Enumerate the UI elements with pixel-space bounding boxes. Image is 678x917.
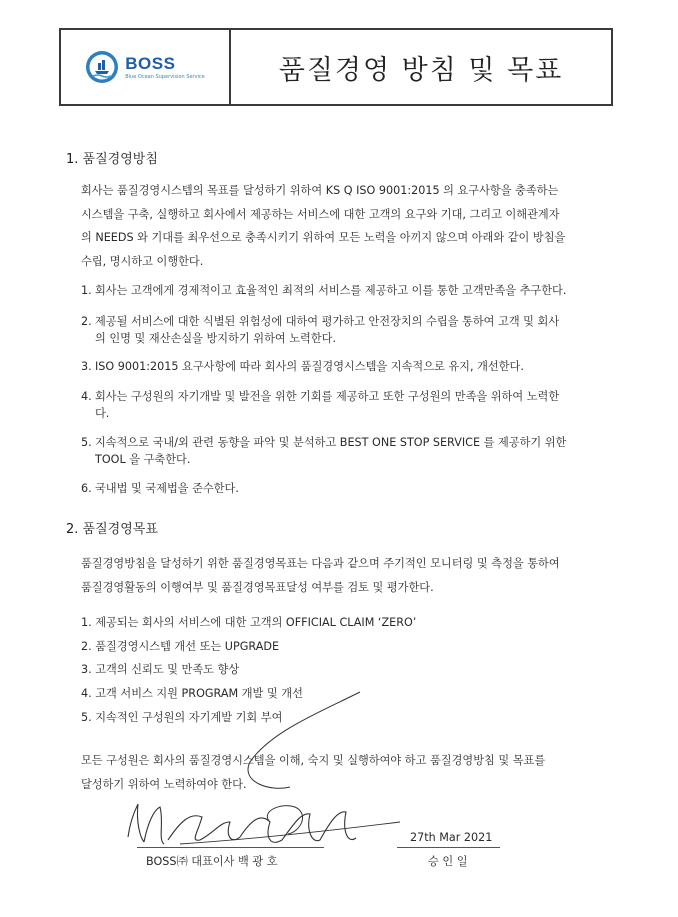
intro-line: 회사는 품질경영시스템의 목표를 달성하기 위하여 KS Q ISO 9001:2015 의 요구사항을 충족하는 <box>81 184 559 197</box>
policy-item-text: 제공될 서비스에 대한 식별된 위험성에 대하여 평가하고 안전장치의 수립을 통하여 고객 및 회사 <box>95 315 560 328</box>
closing-line: 달성하기 위하여 노력하여야 한다. <box>81 777 247 791</box>
section1-intro <box>81 179 611 273</box>
intro-line: 시스템을 구축, 실행하고 회사에서 제공하는 서비스에 대한 고객의 요구와 기대, 그리고 이해관계자 <box>81 207 560 221</box>
objective-item: 3. 고객의 신뢰도 및 만족도 향상 <box>81 663 240 676</box>
intro-line: 품질경영활동의 이행여부 및 품질경영목표달성 여부를 검토 및 평가한다. <box>81 580 434 594</box>
policy-item-text: 다. <box>95 407 110 420</box>
objective-item: 5. 지속적인 구성원의 자기계발 기회 부여 <box>81 711 283 724</box>
section1-heading: 1. 품질경영방침 <box>66 152 158 167</box>
policy-item-number: 1. <box>81 284 92 297</box>
policy-item-number: 5. <box>81 436 92 449</box>
policy-item <box>81 282 621 299</box>
ship-logo-icon <box>85 50 119 84</box>
approval-label: 승 인 일 <box>428 855 468 868</box>
policy-item <box>81 434 621 468</box>
policy-item-text: 지속적으로 국내/외 관련 동향을 파악 및 분석하고 BEST ONE STOP SERVICE 를 제공하기 위한 <box>95 436 567 449</box>
objective-item: 2. 품질경영시스템 개선 또는 UPGRADE <box>81 640 280 653</box>
document-title: 품질경영 방침 및 목표 <box>278 54 564 86</box>
intro-line: 수립, 명시하고 이행한다. <box>81 254 204 268</box>
policy-item <box>81 313 621 347</box>
approval-date: 27th Mar 2021 <box>410 831 493 844</box>
intro-line: 의 NEEDS 와 기대를 최우선으로 충족시키기 위하여 모든 노력을 아끼지 않으며 아래와 같이 방침을 <box>81 231 566 244</box>
policy-item-number: 3. <box>81 360 92 373</box>
policy-item-number: 6. <box>81 482 92 495</box>
section2-intro <box>81 552 611 599</box>
policy-item-text: ISO 9001:2015 요구사항에 따라 회사의 품질경영시스템을 지속적으로 유지, 개선한다. <box>95 360 524 373</box>
document-header <box>59 28 613 106</box>
logo-tagline: Blue Ocean Supervision Service <box>125 73 205 80</box>
signature-line <box>137 847 324 848</box>
date-line <box>397 847 500 848</box>
policy-item-text: 회사는 고객에게 경제적이고 효율적인 최적의 서비스를 제공하고 이를 통한 고객만족을 추구한다. <box>95 284 567 297</box>
signer-name: BOSS㈜ 대표이사 백 광 호 <box>146 855 278 868</box>
section2-heading: 2. 품질경영목표 <box>66 522 158 537</box>
policy-item <box>81 358 621 375</box>
policy-item-text: 국내법 및 국제법을 준수한다. <box>95 482 239 495</box>
policy-item <box>81 388 621 422</box>
company-logo <box>61 30 231 104</box>
policy-item-text: 회사는 구성원의 자기개발 및 발전을 위한 기회를 제공하고 또한 구성원의 만족을 위하여 노력한 <box>95 390 560 403</box>
objective-item: 4. 고객 서비스 지원 PROGRAM 개발 및 개선 <box>81 687 303 700</box>
policy-item <box>81 480 621 497</box>
objective-item: 1. 제공되는 회사의 서비스에 대한 고객의 OFFICIAL CLAIM ‘ZERO’ <box>81 616 417 629</box>
intro-line: 품질경영방침을 달성하기 위한 품질경영목표는 다음과 같으며 주기적인 모니터링 및 측정을 통하여 <box>81 557 560 570</box>
logo-word: BOSS <box>125 53 176 73</box>
policy-item-number: 4. <box>81 390 92 403</box>
policy-item-text: TOOL 을 구축한다. <box>95 453 191 466</box>
closing-line: 모든 구성원은 회사의 품질경영시스템을 이해, 숙지 및 실행하여야 하고 품질경영방침 및 목표를 <box>81 754 546 767</box>
policy-item-number: 2. <box>81 315 92 328</box>
policy-item-text: 의 인명 및 재산손실을 방지하기 위하여 노력한다. <box>95 332 337 345</box>
